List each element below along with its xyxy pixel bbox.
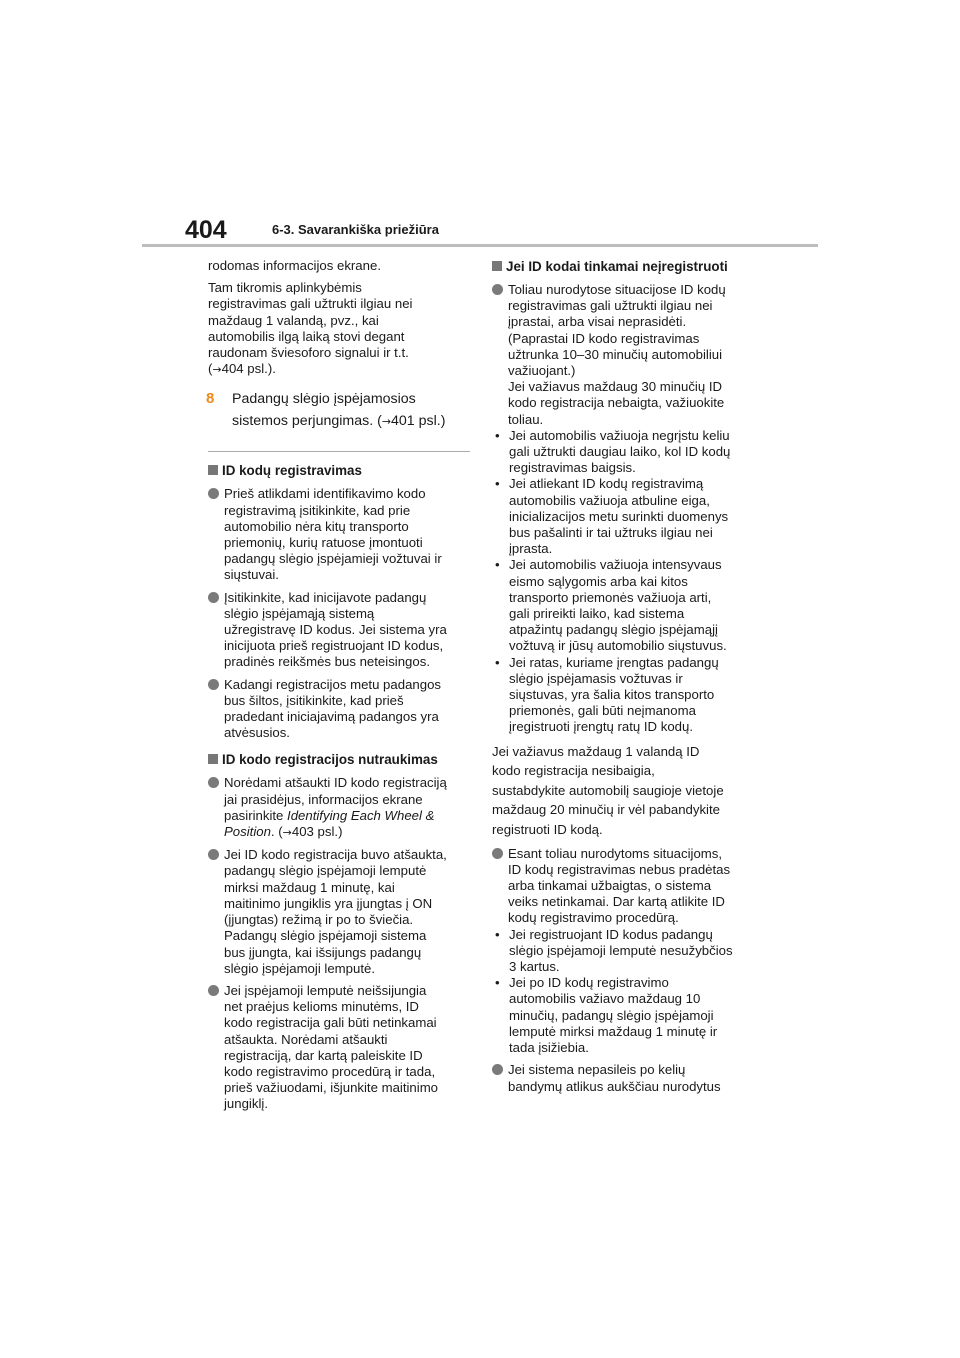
circle-bullet-icon [208,849,219,860]
heading-id-registration: ID kodų registravimas [208,462,470,479]
small-dot-icon: • [495,476,500,492]
bullet-item: Įsitikinkite, kad inicijavote padangų slėgio įspėjamąją sistemą užregistravę ID kodus. Jei sistema yra inicijuota prieš registruojant ID kodus, pradinės reikšmės bus neteisingos. [208,590,470,671]
left-column [208,258,470,1113]
circle-bullet-icon [208,592,219,603]
small-dot-icon: • [495,926,500,942]
step-8: 8 Padangų slėgio įspėjamosios sistemos perjungimas. (→401 psl.) [206,390,446,430]
bullet-item: Toliau nurodytose situacijose ID kodų registravimas gali užtrukti ilgiau nei įprastai, arba visai neprasidėti. (Paprastai ID kodo registravimas užtrunka 10–30 minučių automobiliui važiuojant.) Jei važiavus maždaug 30 minučių ID kodo registracija nebaigta, važiuokite toliau. [492,282,754,428]
circle-bullet-icon [208,488,219,499]
menu-item-name: Identifying Each Wheel & [287,807,435,823]
circle-bullet-icon [492,284,503,295]
circle-bullet-icon [208,985,219,996]
small-dot-icon: • [495,654,500,670]
circle-bullet-icon [208,777,219,788]
bullet-item: Prieš atlikdami identifikavimo kodo registravimą įsitikinkite, kad prie automobilio nėra kitų transporto priemonių, kurių ratuose įmontuoti padangų slėgio įspėjamieji vožtuvai ir siųstuvai. [208,486,470,583]
paragraph-delay: Tam tikromis aplinkybėmis registravimas gali užtrukti ilgiau nei maždaug 1 valandą, pvz., kai automobilis ilgą laiką stovi degant raudonam šviesoforo signalui ir t.t. (→404 psl.). [208,280,413,377]
page-reference[interactable]: 401 psl.) [391,413,446,430]
continued-text: rodomas informacijos ekrane. [208,258,381,273]
arrow-right-icon: → [212,363,222,377]
page-reference[interactable]: 403 psl.) [291,824,343,840]
square-bullet-icon [492,261,502,271]
arrow-right-icon: → [381,415,392,429]
small-dot-icon: • [495,975,500,991]
right-column [492,258,754,1095]
small-dot-icon: • [495,427,500,443]
sub-bullet-item: • Jei po ID kodų registravimo automobilis važiavo maždaug 10 minučių, padangų slėgio įspėjamoji lemputė mirksi maždaug 1 minutę ir tada įsižiebia. [495,975,718,1056]
bullet-item: Jei ID kodo registracija buvo atšaukta, padangų slėgio įspėjamoji lemputė mirksi maždaug 1 minutę, kai maitinimo jungiklis yra įjungtas į ON (įjungtas) režimą ir po to šviečia. Padangų slėgio įspėjamoji sistema bus įjungta, kai išsijungs padangų slėgio įspėjamoji lemputė. [208,847,470,977]
sub-bullet-item: • Jei registruojant ID kodus padangų slėgio įspėjamoji lemputė nesužybčios 3 kartus. [495,926,733,975]
heading-registration-cancel: ID kodo registracijos nutraukimas [208,751,470,768]
bullet-item: Kadangi registracijos metu padangos bus šiltos, įsitikinkite, kad prieš pradedant iniciajavimą padangos yra atvėsusios. [208,677,470,742]
section-divider [208,451,470,452]
section-title: 6-3. Savarankiška priežiūra [272,222,439,237]
bullet-item: Esant toliau nurodytoms situacijoms, ID kodų registravimas nebus pradėtas arba tinkamai užbaigtas, o sistema veiks netinkamai. Dar kartą atlikite ID kodų registravimo procedūrą. [492,846,754,927]
page-number: 404 [185,216,227,244]
circle-bullet-icon [208,679,219,690]
bullet-item: Norėdami atšaukti ID kodo registraciją jai prasidėjus, informacijos ekrane pasirinkite Identifying Each Wheel & Position. (→403 psl.) [208,775,470,841]
square-bullet-icon [208,754,218,764]
paragraph-retry: Jei važiavus maždaug 1 valandą ID kodo registracija nesibaigia, sustabdykite automobilį saugioje vietoje maždaug 20 minučių ir vėl pabandykite registruoti ID kodą. [492,743,724,838]
square-bullet-icon [208,465,218,475]
header-rule [142,244,818,247]
circle-bullet-icon [492,848,503,859]
circle-bullet-icon [492,1064,503,1075]
heading-not-registered: Jei ID kodai tinkamai neįregistruoti [492,258,754,275]
sub-bullet-item: • Jei automobilis važiuoja negrįstu keliu gali užtrukti daugiau laiko, kol ID kodų registravimas baigsis. [495,427,731,476]
page-reference[interactable]: 404 psl.). [221,361,276,377]
arrow-right-icon: → [282,826,292,840]
bullet-item: Jei sistema nepasileis po kelių bandymų atlikus aukščiau nurodytus [492,1062,754,1094]
sub-bullet-item: • Jei automobilis važiuoja intensyvaus eismo sąlygomis arba kai kitos transporto priemonės važiuoja arti, gali prireikti laiko, kad sistema atpažintų padangų slėgio įspėjamąjį vožtuvą ir jūsų automobilio siųstuvus. [495,557,727,654]
sub-bullet-item: • Jei atliekant ID kodų registravimą automobilis važiuoja atbuline eiga, inicializacijos metu surinkti duomenys bus pašalinti ir tai užtruks ilgiau nei įprasta. [495,476,729,557]
bullet-item: Jei įspėjamoji lemputė neišsijungia net praėjus kelioms minutėms, ID kodo registracija gali būti netinkamai atšaukta. Norėdami atšaukti registraciją, dar kartą paleiskite ID kodo registravimo procedūrą ir tada, prieš važiuodami, išjunkite maitinimo jungiklį. [208,983,470,1113]
sub-bullet-item: • Jei ratas, kuriame įrengtas padangų slėgio įspėjamasis vožtuvas ir siųstuvas, yra šalia kitos transporto priemonės, gali būti neįmanoma įregistruoti įrengtų ratų ID kodų. [495,654,719,735]
step-number: 8 [206,390,215,408]
small-dot-icon: • [495,557,500,573]
